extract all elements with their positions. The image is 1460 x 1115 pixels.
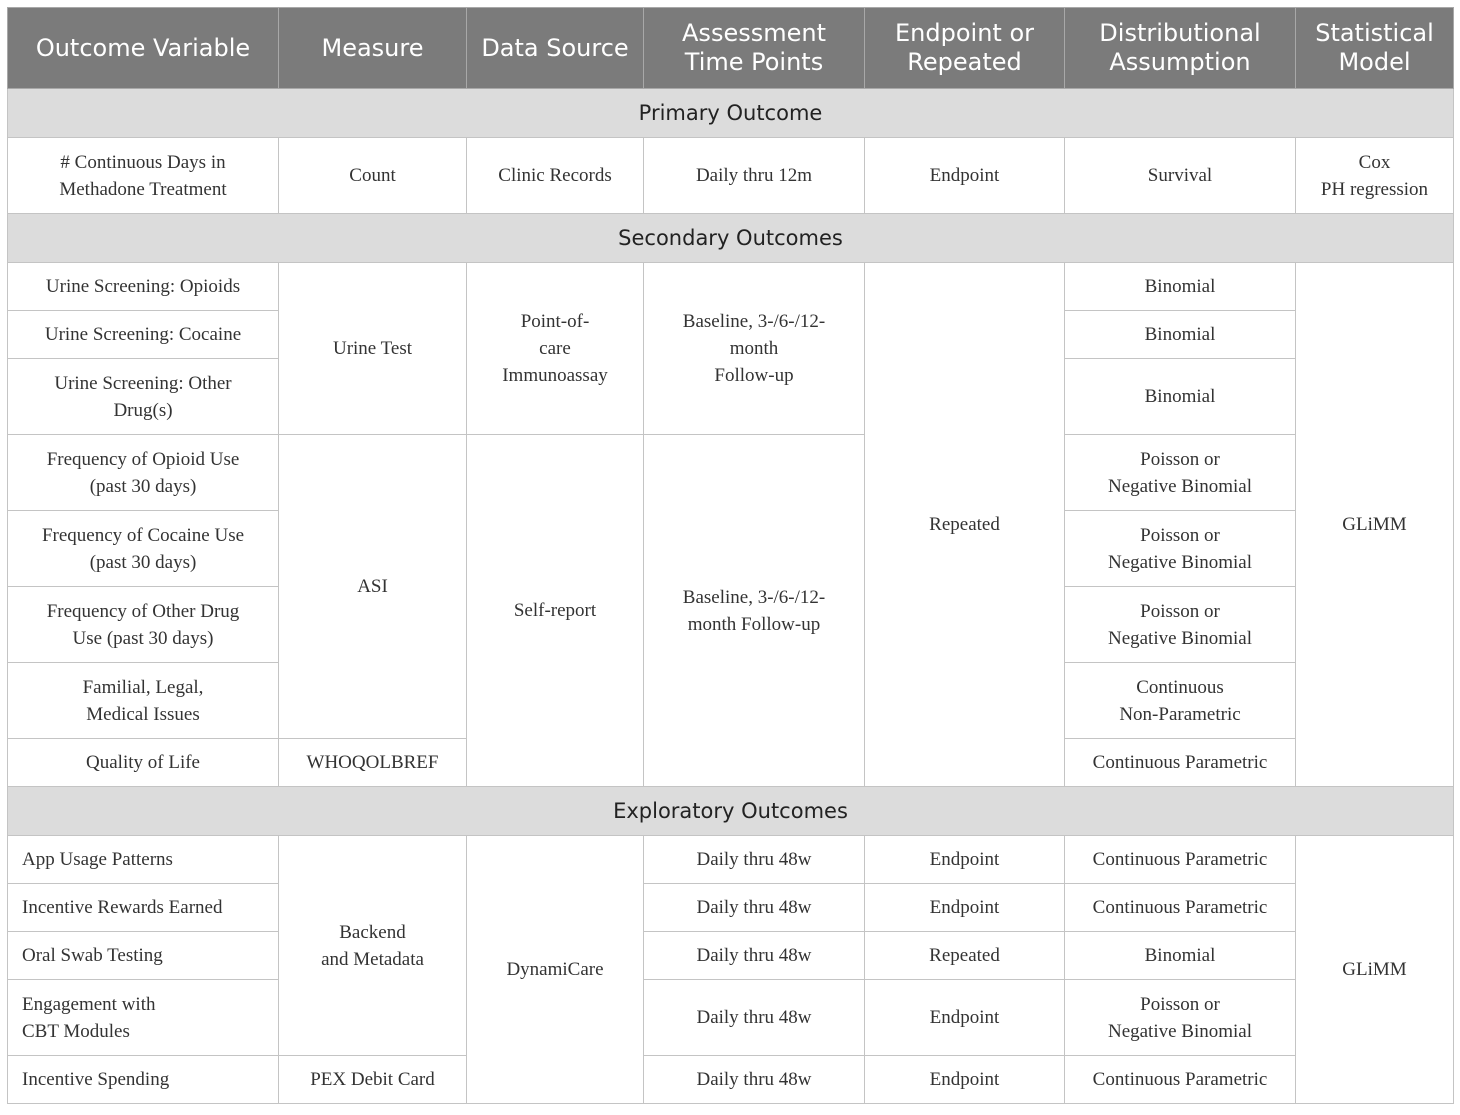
cell-measure: PEX Debit Card [279,1056,467,1104]
cell-outcome: Frequency of Other Drug Use (past 30 days) [8,587,279,663]
cell-model: Cox PH regression [1296,138,1454,214]
cell-time-points: Daily thru 48w [644,1056,865,1104]
cell-time-points: Daily thru 48w [644,980,865,1056]
header-data-source: Data Source [467,8,644,89]
cell-outcome: Incentive Rewards Earned [8,884,279,932]
table-row [8,138,1454,214]
cell-outcome: Urine Screening: Cocaine [8,311,279,359]
header-row [8,8,1454,89]
cell-time-points: Daily thru 12m [644,138,865,214]
section-row-exploratory [8,787,1454,836]
cell-measure: ASI [279,435,467,739]
cell-distribution: Poisson or Negative Binomial [1065,511,1296,587]
cell-distribution: Poisson or Negative Binomial [1065,435,1296,511]
cell-data-source: Self-report [467,435,644,787]
cell-outcome: Frequency of Opioid Use (past 30 days) [8,435,279,511]
outcomes-table [7,7,1454,1104]
cell-distribution: Binomial [1065,932,1296,980]
cell-distribution: Continuous Parametric [1065,836,1296,884]
cell-outcome: Familial, Legal, Medical Issues [8,663,279,739]
cell-time-points: Baseline, 3-/6-/12- month Follow-up [644,263,865,435]
cell-time-points: Daily thru 48w [644,884,865,932]
header-measure: Measure [279,8,467,89]
table-row [8,932,1454,980]
cell-distribution: Continuous Parametric [1065,884,1296,932]
cell-measure: WHOQOLBREF [279,739,467,787]
cell-endpoint: Endpoint [865,836,1065,884]
cell-endpoint: Endpoint [865,1056,1065,1104]
table-row [8,263,1454,311]
cell-endpoint: Endpoint [865,138,1065,214]
section-title-secondary: Secondary Outcomes [8,214,1454,263]
header-distributional-assumption: Distributional Assumption [1065,8,1296,89]
table-row [8,980,1454,1056]
header-statistical-model: Statistical Model [1296,8,1454,89]
cell-distribution: Binomial [1065,311,1296,359]
table-row [8,884,1454,932]
cell-data-source: Clinic Records [467,138,644,214]
cell-outcome: Urine Screening: Opioids [8,263,279,311]
section-row-primary [8,89,1454,138]
cell-data-source: Point-of- care Immunoassay [467,263,644,435]
section-row-secondary [8,214,1454,263]
cell-measure: Urine Test [279,263,467,435]
header-assessment-time-points: Assessment Time Points [644,8,865,89]
cell-outcome: # Continuous Days in Methadone Treatment [8,138,279,214]
cell-distribution: Survival [1065,138,1296,214]
cell-outcome: Oral Swab Testing [8,932,279,980]
cell-distribution: Continuous Parametric [1065,1056,1296,1104]
header-endpoint-or-repeated: Endpoint or Repeated [865,8,1065,89]
cell-outcome: App Usage Patterns [8,836,279,884]
cell-endpoint: Endpoint [865,980,1065,1056]
cell-outcome: Engagement with CBT Modules [8,980,279,1056]
section-title-primary: Primary Outcome [8,89,1454,138]
cell-distribution: Poisson or Negative Binomial [1065,980,1296,1056]
table-row [8,435,1454,511]
cell-distribution: Binomial [1065,263,1296,311]
cell-distribution: Continuous Parametric [1065,739,1296,787]
table-row [8,1056,1454,1104]
header-outcome-variable: Outcome Variable [8,8,279,89]
cell-model: GLiMM [1296,836,1454,1104]
cell-distribution: Poisson or Negative Binomial [1065,587,1296,663]
section-title-exploratory: Exploratory Outcomes [8,787,1454,836]
cell-endpoint: Repeated [865,932,1065,980]
cell-distribution: Continuous Non-Parametric [1065,663,1296,739]
table-row [8,836,1454,884]
cell-outcome: Urine Screening: Other Drug(s) [8,359,279,435]
cell-time-points: Baseline, 3-/6-/12- month Follow-up [644,435,865,787]
cell-distribution: Binomial [1065,359,1296,435]
cell-endpoint: Repeated [865,263,1065,787]
cell-data-source: DynamiCare [467,836,644,1104]
cell-time-points: Daily thru 48w [644,932,865,980]
cell-measure: Count [279,138,467,214]
cell-time-points: Daily thru 48w [644,836,865,884]
cell-outcome: Frequency of Cocaine Use (past 30 days) [8,511,279,587]
cell-model: GLiMM [1296,263,1454,787]
cell-outcome: Quality of Life [8,739,279,787]
cell-outcome: Incentive Spending [8,1056,279,1104]
cell-endpoint: Endpoint [865,884,1065,932]
cell-measure: Backend and Metadata [279,836,467,1056]
